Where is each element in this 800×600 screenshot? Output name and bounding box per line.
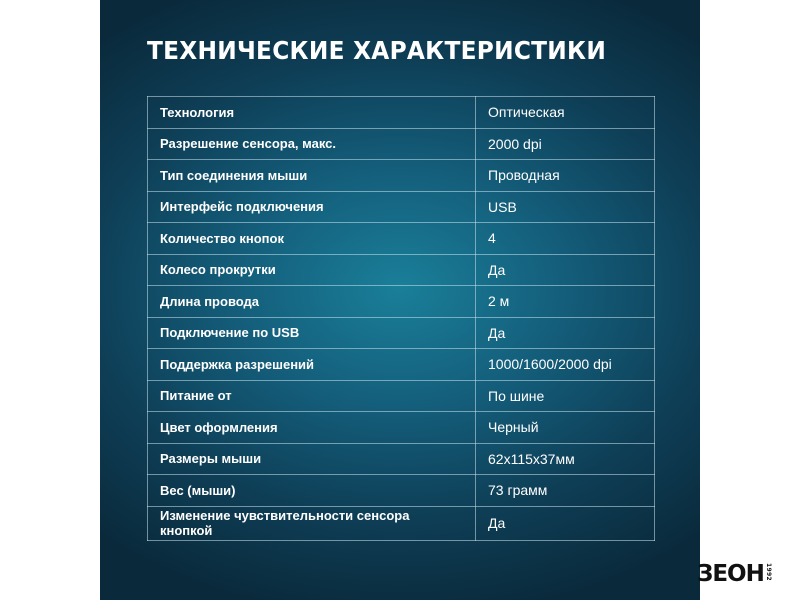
spec-value: USB xyxy=(476,191,655,223)
brand-logo xyxy=(697,563,772,585)
logo-text: ЗЕОН xyxy=(697,561,764,587)
spec-label: Подключение по USB xyxy=(148,317,476,349)
spec-label: Технология xyxy=(148,97,476,129)
table-row xyxy=(148,97,655,129)
spec-label: Колесо прокрутки xyxy=(148,254,476,286)
spec-value: 4 xyxy=(476,223,655,255)
table-row xyxy=(148,349,655,381)
spec-value: Да xyxy=(476,506,655,540)
table-row xyxy=(148,160,655,192)
table-row xyxy=(148,254,655,286)
specs-table xyxy=(147,96,655,541)
table-row xyxy=(148,506,655,540)
table-row xyxy=(148,443,655,475)
spec-value: 73 грамм xyxy=(476,475,655,507)
spec-value: Черный xyxy=(476,412,655,444)
spec-label: Вес (мыши) xyxy=(148,475,476,507)
table-row xyxy=(148,412,655,444)
spec-value: Оптическая xyxy=(476,97,655,129)
spec-label: Интерфейс подключения xyxy=(148,191,476,223)
table-row xyxy=(148,317,655,349)
spec-label: Тип соединения мыши xyxy=(148,160,476,192)
spec-label: Изменение чувствительности сенсора кнопкой xyxy=(148,506,476,540)
table-row xyxy=(148,223,655,255)
spec-label: Питание от xyxy=(148,380,476,412)
spec-value: 2000 dpi xyxy=(476,128,655,160)
table-row xyxy=(148,191,655,223)
table-row xyxy=(148,475,655,507)
spec-label: Поддержка разрешений xyxy=(148,349,476,381)
table-row xyxy=(148,128,655,160)
spec-label: Количество кнопок xyxy=(148,223,476,255)
spec-value: По шине xyxy=(476,380,655,412)
spec-value: 1000/1600/2000 dpi xyxy=(476,349,655,381)
spec-value: 62x115x37мм xyxy=(476,443,655,475)
table-row xyxy=(148,380,655,412)
spec-label: Длина провода xyxy=(148,286,476,318)
spec-value: Проводная xyxy=(476,160,655,192)
logo-year: 1992 xyxy=(764,563,772,581)
spec-value: Да xyxy=(476,254,655,286)
spec-label: Размеры мыши xyxy=(148,443,476,475)
spec-label: Цвет оформления xyxy=(148,412,476,444)
spec-value: 2 м xyxy=(476,286,655,318)
spec-value: Да xyxy=(476,317,655,349)
page-title: ТЕХНИЧЕСКИЕ ХАРАКТЕРИСТИКИ xyxy=(147,36,607,65)
table-row xyxy=(148,286,655,318)
spec-label: Разрешение сенсора, макс. xyxy=(148,128,476,160)
